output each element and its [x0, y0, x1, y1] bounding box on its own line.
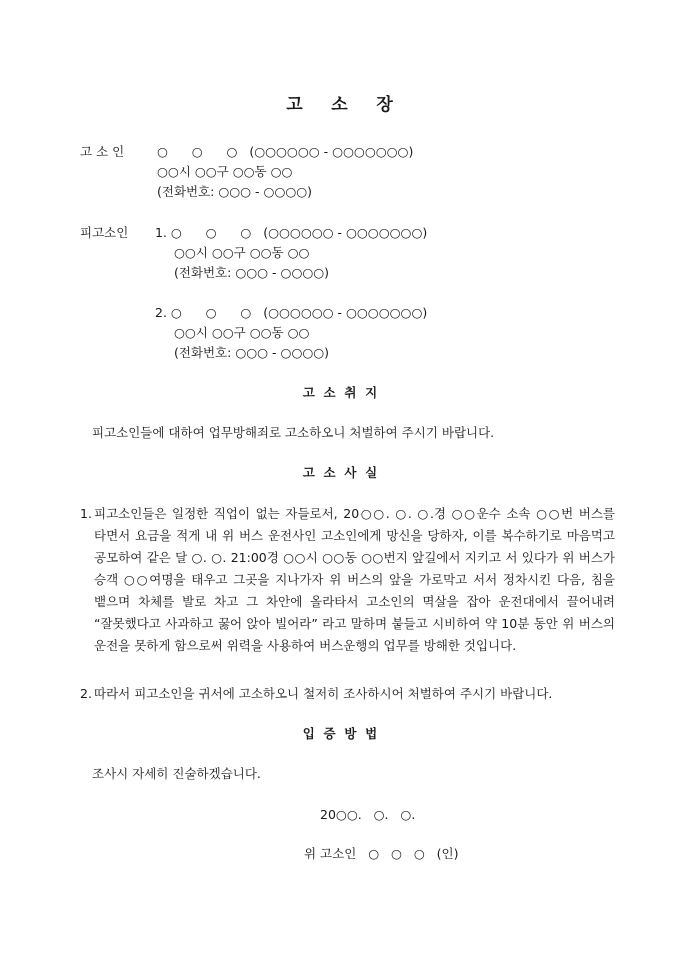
facts-item-number: 2. [80, 686, 92, 701]
complainant-label: 고 소 인 [80, 144, 125, 159]
defendant-1-address: ○○시 ○○구 ○○동 ○○ [174, 245, 310, 260]
document-date: 20○○. ○. ○. [320, 807, 416, 822]
defendant-1-name-id: 1. ○ ○ ○ (○○○○○○ - ○○○○○○○) [155, 225, 428, 240]
complainant-address: ○○시 ○○구 ○○동 ○○ [157, 164, 293, 179]
facts-item-text: 따라서 피고소인을 귀서에 고소하오니 철저히 조사하시어 처벌하여 주시기 바랍니다. [94, 686, 553, 701]
complainant-phone: (전화번호: ○○○ - ○○○○) [157, 184, 313, 199]
defendants-label: 피고소인 [80, 225, 129, 240]
defendant-2-address: ○○시 ○○구 ○○동 ○○ [174, 325, 310, 340]
complainant-name-id: ○ ○ ○ (○○○○○○ - ○○○○○○○) [157, 144, 414, 159]
facts-item-2 [80, 683, 615, 705]
facts-item-1 [80, 503, 615, 657]
defendant-2-phone: (전화번호: ○○○ - ○○○○) [174, 345, 330, 360]
facts-item-number: 1. [80, 506, 92, 521]
evidence-text: 조사시 자세히 진술하겠습니다. [92, 766, 261, 781]
facts-heading: 고 소 사 실 [302, 465, 378, 480]
document-title: 고 소 장 [286, 95, 394, 115]
defendant-2-name-id: 2. ○ ○ ○ (○○○○○○ - ○○○○○○○) [155, 305, 428, 320]
purpose-heading: 고 소 취 지 [302, 385, 378, 400]
purpose-text: 피고소인들에 대하여 업무방해죄로 고소하오니 처벌하여 주시기 바랍니다. [92, 425, 495, 440]
signature-line: 위 고소인 ○ ○ ○ (인) [304, 846, 459, 861]
defendant-1-phone: (전화번호: ○○○ - ○○○○) [174, 265, 330, 280]
facts-item-text: 피고소인들은 일정한 직업이 없는 자들로서, 20○○. ○. ○.경 ○○운수 소속 ○○번 버스를 타면서 요금을 적게 내 위 버스 운전사인 고소인에게 망신을 당하자, 이를 복수하기로 마음먹고 공모하여 같은 달 ○. ○. 21:00경 ○○시 ○○동 ○○번지 앞길에서 지키고 서 있다가 위 버스가 승객 ○○여명을 태우고 그곳을 지나가자 위 버스의 앞을 가로막고 서서 정차시킨 다음, 침을 뱉으며 차체를 발로 차고 그 차안에 올라타서 고소인의 멱살을 잡아 운전대에서 끌어내려 “잘못했다고 사과하고 꿇어 앉아 빌어라” 라고 말하며 붙들고 시비하여 약 10분 동안 위 버스의 운전을 못하게 함으로써 위력을 사용하여 버스운행의 업무를 방해한 것입니다. [94, 506, 615, 653]
evidence-heading: 입 증 방 법 [302, 726, 378, 741]
